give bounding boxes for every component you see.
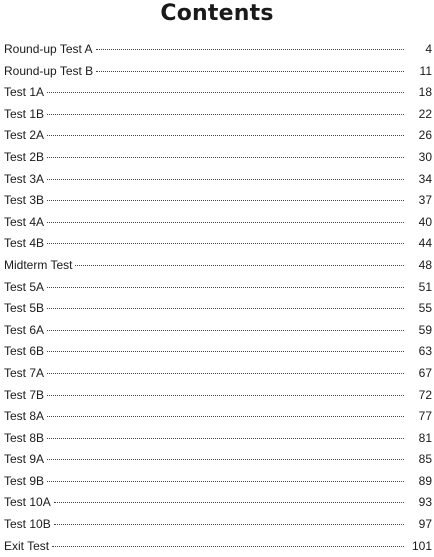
toc-entry[interactable] <box>4 471 432 493</box>
dot-leader <box>96 71 404 72</box>
toc-entry-page: 72 <box>418 387 432 402</box>
toc-entry[interactable] <box>4 341 432 363</box>
toc-entry-page: 63 <box>418 344 432 359</box>
toc-entry-label: Test 8B <box>4 430 45 445</box>
toc-entry[interactable] <box>4 61 432 83</box>
table-of-contents <box>4 39 432 557</box>
toc-entry-page: 18 <box>418 85 432 100</box>
toc-entry-page: 85 <box>418 452 432 467</box>
dot-leader <box>47 243 404 244</box>
dot-leader <box>47 373 404 374</box>
toc-entry[interactable] <box>4 298 432 320</box>
toc-entry-page: 22 <box>418 106 432 121</box>
toc-entry[interactable] <box>4 492 432 514</box>
toc-entry-page: 26 <box>418 128 432 143</box>
toc-entry[interactable] <box>4 169 432 191</box>
dot-leader <box>47 114 404 115</box>
dot-leader <box>47 416 404 417</box>
dot-leader <box>75 265 404 266</box>
toc-entry-label: Test 10B <box>4 517 51 532</box>
dot-leader <box>47 330 404 331</box>
toc-entry-label: Test 8A <box>4 409 45 424</box>
dot-leader <box>47 179 404 180</box>
toc-entry-label: Test 9B <box>4 473 45 488</box>
dot-leader <box>47 459 404 460</box>
dot-leader <box>52 546 404 547</box>
dot-leader <box>47 308 404 309</box>
dot-leader <box>47 481 404 482</box>
dot-leader <box>47 135 404 136</box>
toc-entry[interactable] <box>4 363 432 385</box>
toc-entry-page: 30 <box>418 149 432 164</box>
toc-entry-page: 67 <box>418 365 432 380</box>
toc-entry[interactable] <box>4 385 432 407</box>
toc-entry-label: Test 10A <box>4 495 51 510</box>
toc-entry[interactable] <box>4 190 432 212</box>
dot-leader <box>47 438 404 439</box>
toc-entry-page: 59 <box>418 322 432 337</box>
dot-leader <box>54 524 404 525</box>
toc-entry-page: 4 <box>425 42 432 56</box>
dot-leader <box>47 92 404 93</box>
dot-leader <box>47 157 404 158</box>
dot-leader <box>47 351 404 352</box>
toc-entry[interactable] <box>4 514 432 536</box>
toc-entry[interactable] <box>4 255 432 277</box>
toc-entry-label: Test 6A <box>4 322 45 337</box>
page-title: Contents <box>160 1 274 26</box>
toc-entry-page: 55 <box>418 301 432 316</box>
toc-entry[interactable] <box>4 147 432 169</box>
toc-entry-label: Test 5A <box>4 279 45 294</box>
toc-entry[interactable] <box>4 320 432 342</box>
toc-entry-label: Round-up Test A <box>4 42 93 56</box>
toc-entry[interactable] <box>4 212 432 234</box>
toc-entry-label: Test 2A <box>4 128 45 143</box>
toc-entry-label: Test 1B <box>4 106 45 121</box>
toc-entry-label: Round-up Test B <box>4 63 94 78</box>
toc-entry-page: 81 <box>418 430 432 445</box>
toc-entry-page: 34 <box>418 171 432 186</box>
dot-leader <box>47 287 404 288</box>
toc-entry-label: Test 3A <box>4 171 45 186</box>
toc-entry[interactable] <box>4 536 432 557</box>
toc-entry[interactable] <box>4 125 432 147</box>
toc-entry[interactable] <box>4 233 432 255</box>
toc-entry-page: 40 <box>418 214 432 229</box>
dot-leader <box>47 395 404 396</box>
toc-entry[interactable] <box>4 39 432 61</box>
toc-entry[interactable] <box>4 82 432 104</box>
toc-entry-page: 89 <box>418 473 432 488</box>
toc-entry-label: Test 9A <box>4 452 45 467</box>
toc-entry-label: Test 1A <box>4 85 45 100</box>
dot-leader <box>47 200 404 201</box>
dot-leader <box>96 49 404 50</box>
toc-entry-page: 51 <box>418 279 432 294</box>
toc-entry-page: 37 <box>418 193 432 208</box>
toc-entry-label: Test 3B <box>4 193 45 208</box>
toc-entry-label: Test 2B <box>4 149 45 164</box>
toc-entry-page: 93 <box>418 495 432 510</box>
toc-entry-label: Test 6B <box>4 344 45 359</box>
toc-entry[interactable] <box>4 104 432 126</box>
toc-entry-page: 48 <box>418 257 432 272</box>
toc-entry-page: 77 <box>418 409 432 424</box>
dot-leader <box>47 222 404 223</box>
toc-entry-label: Test 7B <box>4 387 45 402</box>
toc-entry-page: 97 <box>418 517 432 532</box>
toc-entry-label: Midterm Test <box>4 257 73 272</box>
toc-entry-label: Test 7A <box>4 365 45 380</box>
toc-entry-page: 11 <box>419 63 432 78</box>
toc-entry[interactable] <box>4 428 432 450</box>
toc-entry[interactable] <box>4 406 432 428</box>
toc-entry-page: 101 <box>411 538 432 553</box>
toc-entry-label: Exit Test <box>4 538 50 553</box>
toc-entry-label: Test 4A <box>4 214 45 229</box>
toc-entry[interactable] <box>4 277 432 299</box>
toc-entry-label: Test 4B <box>4 236 45 251</box>
toc-entry-page: 44 <box>418 236 432 251</box>
dot-leader <box>54 502 404 503</box>
toc-entry-label: Test 5B <box>4 301 45 316</box>
toc-entry[interactable] <box>4 449 432 471</box>
